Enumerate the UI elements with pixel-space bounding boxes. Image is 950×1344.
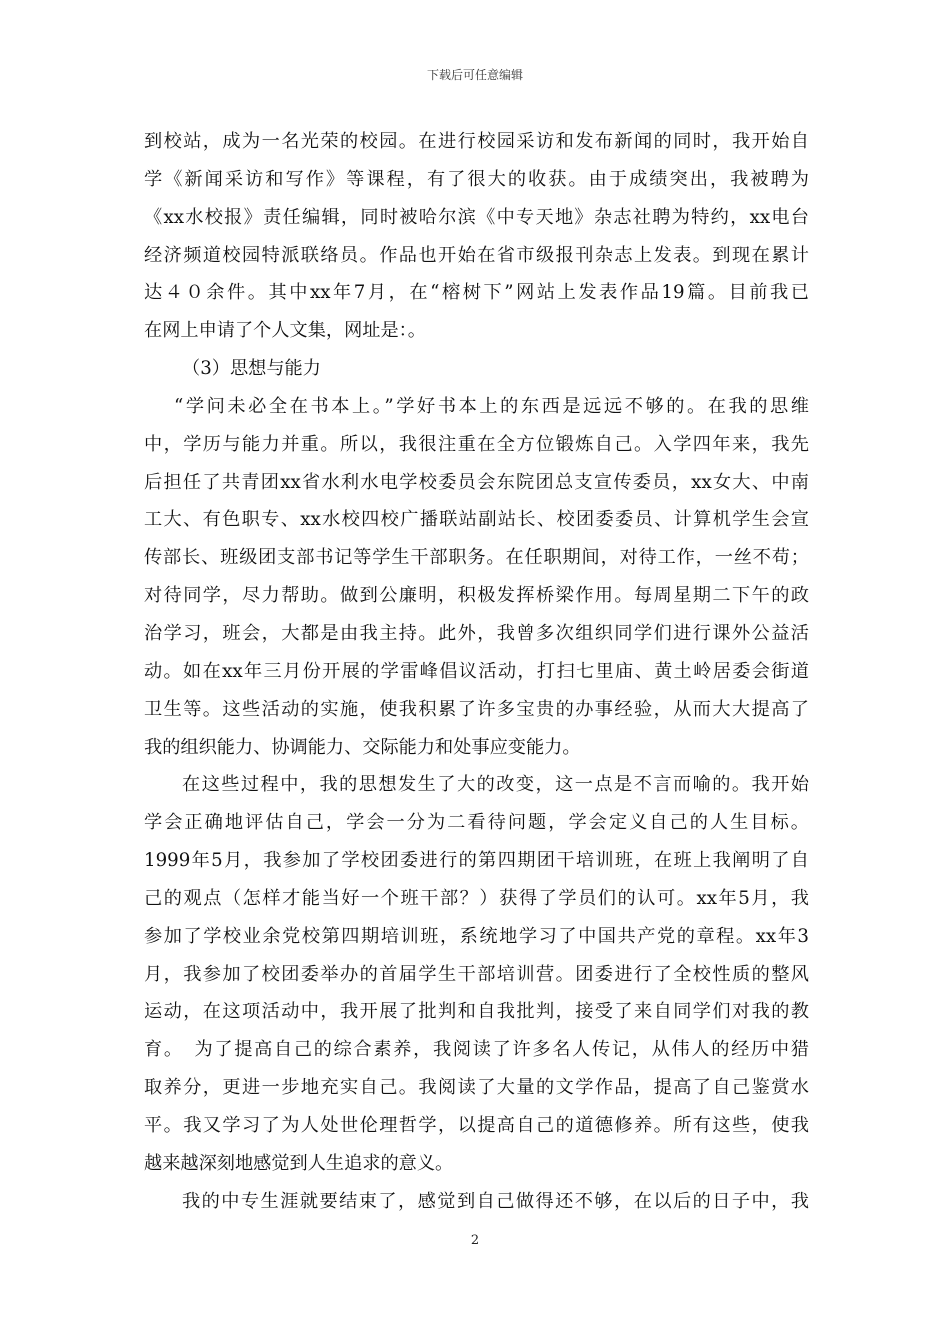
- text-line: 1999年5月，我参加了学校团委进行的第四期团干培训班，在班上我阐明了自: [144, 850, 809, 872]
- page-header: 下载后可任意编辑: [426, 68, 523, 82]
- text-line: 平。我又学习了为人处世伦理哲学，以提高自己的道德修养。所有这些，使我: [144, 1114, 809, 1136]
- text-line: 己的观点（怎样才能当好一个班干部？）获得了学员们的认可。xx年5月，我: [144, 887, 809, 909]
- text-line: 越来越深刻地感觉到人生追求的意义。: [144, 1152, 454, 1174]
- text-line: 卫生等。这些活动的实施，使我积累了许多宝贵的办事经验，从而大大提高了: [144, 698, 809, 720]
- text-line: 《xx水校报》责任编辑，同时被哈尔滨《中专天地》杂志社聘为特约，xx电台: [144, 206, 809, 228]
- text-line: 取养分，更进一步地充实自己。我阅读了大量的文学作品，提高了自己鉴赏水: [144, 1077, 809, 1099]
- text-line: 工大、有色职专、xx水校四校广播联站副站长、校团委委员、计算机学生会宣: [144, 509, 809, 531]
- text-line: 参加了学校业余党校第四期培训班，系统地学习了中国共产党的章程。xx年3: [144, 925, 809, 947]
- text-line: “学问未必全在书本上。”学好书本上的东西是远远不够的。在我的思维: [174, 395, 809, 417]
- document-body: [144, 123, 809, 1220]
- text-line: 传部长、班级团支部书记等学生干部职务。在任职期间，对待工作，一丝不苟；: [144, 547, 809, 569]
- text-line: 治学习，班会，大都是由我主持。此外，我曾多次组织同学们进行课外公益活: [144, 622, 809, 644]
- text-line: 动。如在xx年三月份开展的学雷峰倡议活动，打扫七里庙、黄土岭居委会街道: [144, 660, 809, 682]
- text-line: 在网上申请了个人文集，网址是：。: [144, 320, 426, 342]
- page-number: 2: [470, 1233, 480, 1248]
- text-line: 我的中专生涯就要结束了，感觉到自己做得还不够，在以后的日子中，我: [182, 1190, 809, 1212]
- text-line: 后担任了共青团xx省水利水电学校委员会东院团总支宣传委员，xx女大、中南: [144, 471, 809, 493]
- text-line: 月，我参加了校团委举办的首届学生干部培训营。团委进行了全校性质的整风: [144, 963, 809, 985]
- text-line: 运动，在这项活动中，我开展了批判和自我批判，接受了来自同学们对我的教: [144, 1001, 809, 1023]
- text-line: 学《新闻采访和写作》等课程，有了很大的收获。由于成绩突出，我被聘为: [144, 168, 809, 190]
- text-line: 我的组织能力、协调能力、交际能力和处事应变能力。: [144, 736, 581, 758]
- text-line: 对待同学，尽力帮助。做到公廉明，积极发挥桥梁作用。每周星期二下午的政: [144, 585, 809, 607]
- text-line: （3）思想与能力: [182, 358, 321, 380]
- text-line: 在这些过程中，我的思想发生了大的改变，这一点是不言而喻的。我开始: [182, 774, 809, 796]
- text-line: 达４０余件。其中xx年7月，在“榕树下”网站上发表作品19篇。目前我已: [144, 282, 809, 304]
- text-line: 经济频道校园特派联络员。作品也开始在省市级报刊杂志上发表。到现在累计: [144, 244, 809, 266]
- text-line: 中，学历与能力并重。所以，我很注重在全方位锻炼自己。入学四年来，我先: [144, 433, 809, 455]
- text-line: 学会正确地评估自己，学会一分为二看待问题，学会定义自己的人生目标。: [144, 812, 809, 834]
- text-line: 到校站，成为一名光荣的校园。在进行校园采访和发布新闻的同时，我开始自: [144, 131, 809, 152]
- text-line: 育。 为了提高自己的综合素养，我阅读了许多名人传记，从伟人的经历中猎: [144, 1039, 809, 1061]
